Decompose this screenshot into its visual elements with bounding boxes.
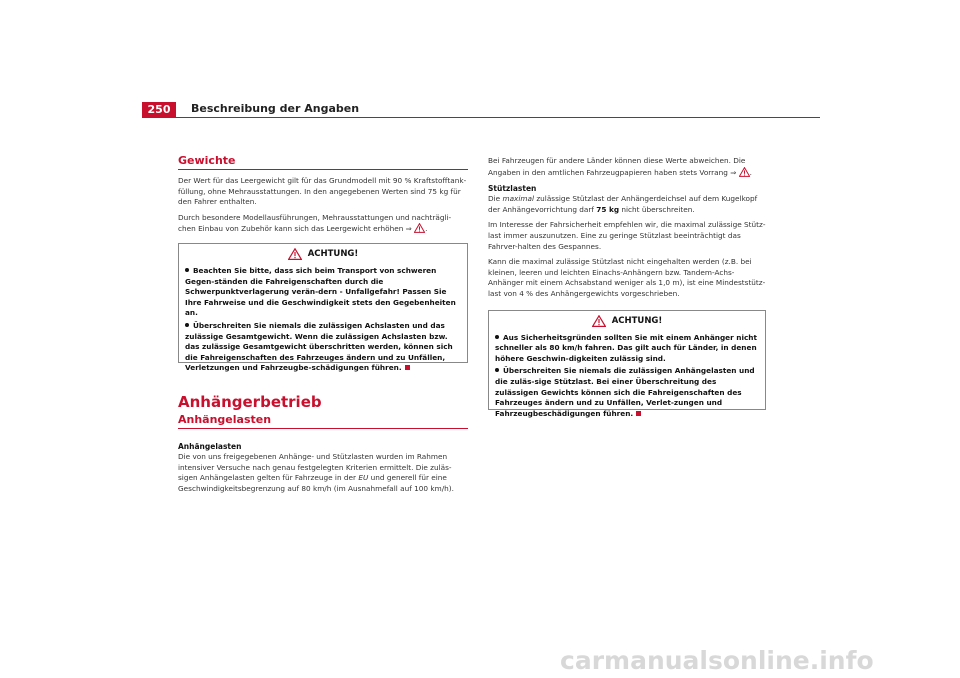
paragraph-leergewicht: Der Wert für das Leergewicht gilt für das Grundmodell mit 90 % Kraftstofftank-füllung, ohne Mehrausstattungen. In den angegebenen Werten sind 75 kg für den Fahrer enthalten. — [178, 176, 467, 207]
warning-title-text: ACHTUNG! — [307, 248, 359, 259]
paragraph-fahrsicherheit: Im Interesse der Fahrsicherheit empfehlen wir, die maximal zulässige Stütz-last immer auszunutzen. Eine zu geringe Stützlast beeinträchtigt das Fahrver-halten des Gespannes. — [488, 220, 766, 251]
left-column — [178, 154, 468, 499]
subheading-stuetzlasten: Stützlasten — [488, 184, 537, 194]
warning-bullet-text: Überschreiten Sie niemals die zulässigen Achslasten und das zulässige Gesamtgewicht. Wenn die zulässigen Achslasten bzw. das zulässige Gesamtgewicht überschritten werden, können sich die Fahreigenschaften des Fahrzeuges ändern und zu Unfällen, Verletzungen und Fahrzeugbe-schädigungen führen. — [185, 320, 453, 373]
warning-bullet — [185, 321, 460, 374]
paragraph-text: Die — [488, 194, 501, 204]
paragraph-zubehoer: Durch besondere Modellausführungen, Mehrausstattungen und nachträgli-chen Einbau von Zubehör kann sich das Leergewicht erhöhen ⇒ . — [178, 212, 452, 234]
warning-bullet — [495, 333, 758, 365]
section-title-anhaengelasten: Anhängelasten — [178, 412, 272, 426]
section-rule — [178, 169, 468, 170]
warning-bullet — [185, 266, 460, 319]
paragraph-stuetzlast — [488, 194, 768, 215]
paragraph-text: zulässige Stützlast der Anhängerdeichsel auf dem Kugelkopf der Anhängevorrichtung darf — [488, 194, 758, 214]
paragraph-text-kg: 75 kg — [596, 204, 620, 214]
section-end-icon — [405, 365, 410, 370]
warning-triangle-icon — [414, 223, 425, 233]
paragraph-anhaengelasten — [178, 452, 468, 494]
paragraph-zubehoer-text: Durch besondere Modellausführungen, Mehrausstattungen und nachträgli-chen Einbau von Zubehör kann sich das Leergewicht erhöhen ⇒ — [178, 212, 452, 234]
page-header-title: Beschreibung der Angaben — [191, 102, 360, 115]
paragraph-text-maximal: maximal — [502, 194, 535, 204]
warning-title — [179, 244, 467, 264]
bullet-icon — [185, 323, 189, 327]
watermark: carmanualsonline.info — [560, 646, 874, 675]
paragraph-vorrang: Bei Fahrzeugen für andere Länder können diese Werte abweichen. Die Angaben in den amtlichen Fahrzeugpapieren haben stets Vorrang ⇒ . — [488, 156, 752, 177]
paragraph-mindeststuetzlast: Kann die maximal zulässige Stützlast nicht eingehalten werden (z.B. bei kleinen, leeren und leichten Einachs-Anhängern bzw. Tandem-Achs-Anhänger mit einem Achsabstand weniger als 1,0 m), ist eine Mindeststütz-last von 4 % des Anhängergewichts vorgeschrieben. — [488, 257, 766, 298]
bullet-icon — [185, 268, 189, 272]
warning-bullet-text: Beachten Sie bitte, dass sich beim Transport von schweren Gegen-ständen die Fahreigenschaften durch die Schwerpunktverlagerung verän-dern - Unfallgefahr! Passen Sie Ihre Fahrweise und die Geschwindigkeit stets den Gegebenheiten an. — [185, 265, 456, 318]
warning-box-anhaenger — [488, 310, 766, 418]
warning-triangle-icon — [592, 315, 606, 327]
warning-title-text: ACHTUNG! — [611, 315, 663, 326]
bullet-icon — [495, 368, 499, 372]
paragraph-text: Die von uns freigegebenen Anhänge- und Stützlasten wurden im Rahmen intensiver Versuche nach genau festgelegten Kriterien ermittelt. Die zuläs-sigen Anhängelasten gelten für Fahrzeuge in der — [178, 451, 452, 483]
warning-title — [489, 311, 765, 331]
warning-bullet — [495, 366, 758, 419]
warning-bullet-text: Aus Sicherheitsgründen sollten Sie mit einem Anhänger nicht schneller als 80 km/h fahren. Das gilt auch für Länder, in denen höhere Geschwin-digkeiten zulässig sind. — [495, 332, 757, 363]
section-rule — [178, 428, 468, 429]
paragraph-text-eu: EU — [358, 473, 369, 483]
header-rule — [176, 117, 820, 118]
paragraph-text: nicht überschreiten. — [621, 204, 695, 214]
paragraph-text: Bei Fahrzeugen für andere Länder können diese Werte abweichen. Die Angaben in den amtlichen Fahrzeugpapieren haben stets Vorrang ⇒ — [488, 156, 746, 177]
warning-box-gewichte — [178, 243, 468, 373]
warning-triangle-icon — [288, 248, 302, 260]
warning-bullet-text: Überschreiten Sie niemals die zulässigen Anhängelasten und die zuläs-sige Stützlast. Bei einer Überschreitung des zulässigen Gewichts können sich die Fahreigenschaften des Fahrzeuges ändern und zu Unfällen, Verlet-zungen und Fahrzeugbeschädigungen führen. — [495, 366, 755, 418]
subheading-anhaengelasten: Anhängelasten — [178, 441, 242, 451]
section-end-icon — [636, 411, 641, 416]
bullet-icon — [495, 335, 499, 339]
chapter-title: Anhängerbetrieb — [178, 392, 322, 411]
page-number: 250 — [142, 102, 176, 118]
paragraph-text: und generell für eine Geschwindigkeitsbegrenzung auf 80 km/h (im Ausnahmefall auf 100 km/h). — [178, 473, 454, 493]
section-title-gewichte: Gewichte — [178, 154, 236, 167]
right-column — [488, 156, 768, 418]
warning-triangle-icon — [739, 167, 750, 177]
